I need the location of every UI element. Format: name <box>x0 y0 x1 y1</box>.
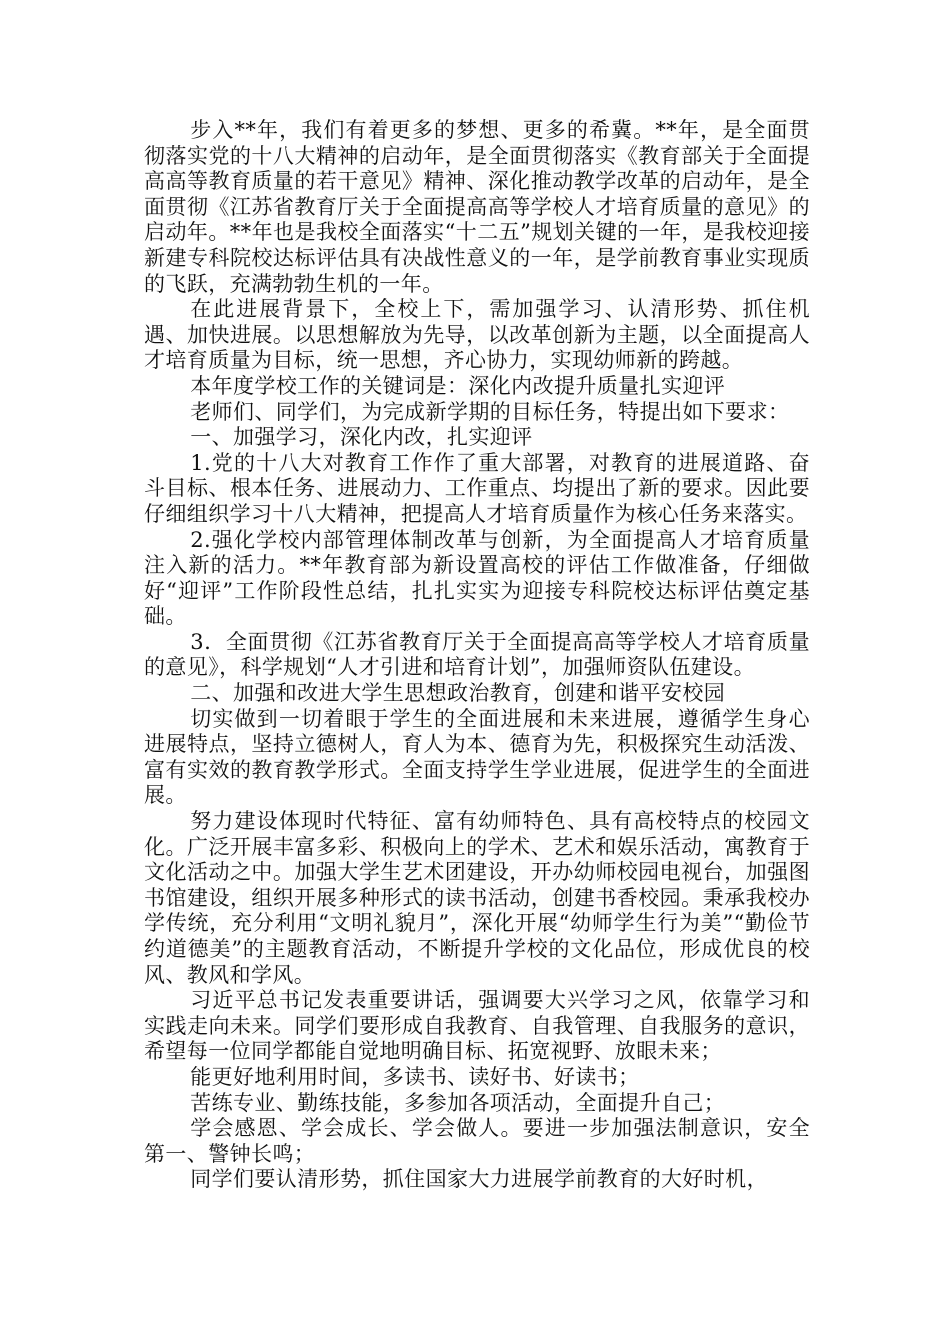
paragraph-study: 习近平总书记发表重要讲话，强调要大兴学习之风，依靠学习和实践走向未来。同学们要形成自我教育、自我管理、自我服务的意识，希望每一位同学都能自觉地明确目标、拓宽视野、放眼未来； <box>144 988 810 1064</box>
paragraph-keywords: 本年度学校工作的关键词是：深化内改提升质量扎实迎评 <box>190 373 726 398</box>
paragraph-reading: 能更好地利用时间，多读书、读好书、好读书； <box>190 1064 640 1089</box>
list-item-1: 1.党的十八大对教育工作作了重大部署，对教育的进展道路、奋斗目标、根本任务、进展动力、工作重点、均提出了新的要求。因此要仔细组织学习十八大精神，把提高人才培育质量作为核心任务来落实。 <box>144 450 810 526</box>
paragraph-closing: 同学们要认清形势，抓住国家大力进展学前教育的大好时机， <box>190 1167 768 1192</box>
paragraph-requirements-lead: 老师们、同学们，为完成新学期的目标任务，特提出如下要求： <box>190 399 790 424</box>
paragraph-background: 在此进展背景下，全校上下，需加强学习、认清形势、抓住机遇、加快进展。以思想解放为先导，以改革创新为主题，以全面提高人才培育质量为目标，统一思想，齐心协力，实现幼师新的跨越。 <box>144 297 810 373</box>
page-top-margin <box>0 0 950 6</box>
paragraph-campus-culture: 努力建设体现时代特征、富有幼师特色、具有高校特点的校园文化。广泛开展丰富多彩、积极向上的学术、艺术和娱乐活动，寓教育于文化活动之中。加强大学生艺术团建设，开办幼师校园电视台，加强图书馆建设，组织开展多种形式的读书活动，创建书香校园。秉承我校办学传统，充分利用“文明礼貌月”，深化开展“幼师学生行为美”“勤俭节约道德美”的主题教育活动，不断提升学校的文化品位，形成优良的校风、教风和学风。 <box>144 809 810 987</box>
list-item-3: 3．全面贯彻《江苏省教育厅关于全面提高高等学校人才培育质量的意见》，科学规划“人才引进和培育计划”，加强师资队伍建设。 <box>144 629 810 680</box>
paragraph-intro: 步入**年，我们有着更多的梦想、更多的希冀。**年，是全面贯彻落实党的十八大精神的启动年，是全面贯彻落实《教育部关于全面提高高等教育质量的若干意见》精神、深化推动教学改革的启动年，是全面贯彻《江苏省教育厅关于全面提高高等学校人才培育质量的意见》的启动年。**年也是我校全面落实“十二五”规划关键的一年，是我校迎接新建专科院校达标评估具有决战性意义的一年，是学前教育事业实现质的飞跃，充满勃勃生机的一年。 <box>144 118 810 296</box>
section-heading-1: 一、加强学习，深化内改，扎实迎评 <box>190 425 533 450</box>
document-body <box>144 118 810 1193</box>
paragraph-student-development: 切实做到一切着眼于学生的全面进展和未来进展，遵循学生身心进展特点，坚持立德树人，育人为本、德育为先，积极探究生动活泼、富有实效的教育教学形式。全面支持学生学业进展，促进学生的全面进展。 <box>144 706 810 808</box>
section-heading-2: 二、加强和改进大学生思想政治教育，创建和谐平安校园 <box>190 681 726 706</box>
paragraph-growth: 学会感恩、学会成长、学会做人。要进一步加强法制意识，安全第一、警钟长鸣； <box>144 1116 810 1166</box>
paragraph-skills: 苦练专业、勤练技能，多参加各项活动，全面提升自己； <box>190 1090 726 1115</box>
list-item-2: 2.强化学校内部管理体制改革与创新，为全面提高人才培育质量注入新的活力。**年教育部为新设置高校的评估工作做准备，仔细做好“迎评”工作阶段性总结，扎扎实实为迎接专科院校达标评估奠定基础。 <box>144 527 810 629</box>
